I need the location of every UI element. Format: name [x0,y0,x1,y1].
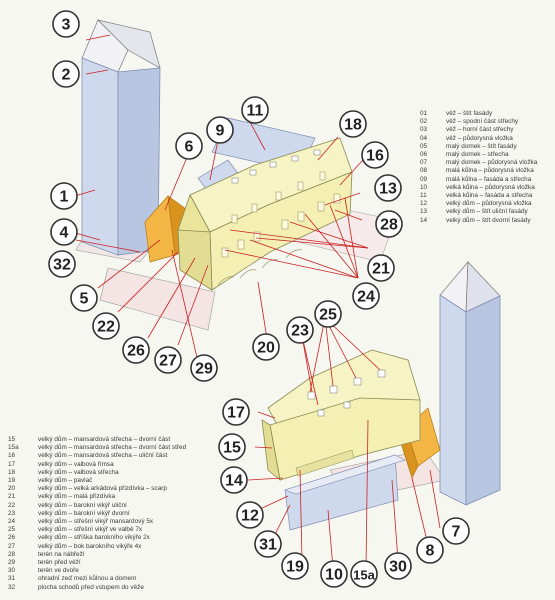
callout-number: 32 [53,256,71,274]
callout-number: 3 [61,16,71,34]
callout-21 [368,255,394,281]
callout-number: 1 [59,188,69,206]
callout-32 [49,251,75,277]
legend-bottom-row [8,436,186,444]
legend-bottom-number: 25 [8,526,16,534]
callout-number: 12 [241,507,259,525]
callout-27 [155,347,181,373]
legend-bottom-number: 30 [8,567,16,575]
legend-bottom-row [8,510,186,518]
legend-bottom-text: terén před věží [38,559,81,567]
legend-bottom-row [8,502,186,510]
callout-number: 20 [257,339,275,357]
callout-number: 18 [344,116,362,134]
callout-12 [237,502,263,528]
callout-6 [176,133,202,159]
legend-top-number: 09 [420,175,428,183]
legend-bottom-text: velký dům – malá přizdívka [38,493,116,501]
legend-bottom-number: 22 [8,501,16,509]
callout-10 [321,561,347,587]
legend-bottom-number: 29 [8,559,16,567]
callout-number: 24 [357,288,375,306]
legend-top-text: malý domek – štít fasády [446,142,517,150]
legend-bottom-row [8,452,186,460]
callout-19 [282,553,308,579]
legend-bottom-text: velký dům – barokní vikýř uliční [38,501,127,509]
callout-15 [219,434,245,460]
legend-bottom-number: 23 [8,509,16,517]
legend-top [420,110,537,225]
callout-3 [53,11,79,37]
bottom-assembly [262,262,500,530]
callout-number: 28 [380,216,398,234]
legend-top-text: velký dům – štít dvorní fasády [446,216,531,224]
legend-top-text: věž – štít fasády [446,110,493,117]
legend-top-text: velká kůlna – fasáda a střecha [446,192,533,200]
legend-bottom-text: velký dům – mansardová střecha – uliční část [38,452,168,460]
callout-26 [123,337,149,363]
legend-top-text: malý domek – půdorysná vložka [446,159,538,167]
callout-16 [362,142,388,168]
legend-top-number: 11 [420,192,427,200]
legend-bottom-number: 28 [8,550,16,558]
legend-bottom-row [8,584,186,592]
legend-bottom-row [8,469,186,477]
callout-17 [223,399,249,425]
legend-bottom-text: velký dům – mansardová střecha – dvorní část střed [38,444,187,452]
callout-number: 21 [372,260,390,278]
legend-bottom-number: 18 [8,468,16,476]
callout-30 [385,553,411,579]
legend-top-row [420,184,537,192]
top-assembly [76,20,395,330]
legend-bottom-text: velký dům – stříška barokního vikýře 2x [38,534,150,542]
legend-bottom [8,436,186,592]
callout-22 [93,313,119,339]
legend-top-number: 12 [420,200,428,208]
callout-number: 10 [325,566,343,584]
callout-number: 4 [59,224,69,242]
legend-bottom-number: 20 [8,485,16,493]
legend-bottom-text: velký dům – valbová střecha [38,468,119,476]
legend-bottom-row [8,559,186,567]
callout-24 [353,283,379,309]
callout-5 [71,285,97,311]
legend-bottom-number: 17 [8,460,16,468]
legend-top-row [420,126,537,134]
legend-top-row [420,143,537,151]
callout-8 [417,537,443,563]
callout-number: 15 [223,439,241,457]
legend-top-text: malý domek – střecha [446,151,509,159]
callout-2 [53,61,79,87]
legend-top-row [420,208,537,216]
legend-bottom-text: ohradní zeď mezi kůlnou a domem [38,575,137,583]
legend-top-row [420,217,537,225]
callout-11 [242,97,268,123]
legend-top-text: velký dům – půdorysná vložka [446,200,532,208]
legend-bottom-text: terén na nábřeží [38,550,85,558]
legend-top-text: velká kůlna – půdorysná vložka [446,183,535,191]
callout-number: 6 [184,138,194,156]
callout-number: 7 [451,523,461,541]
legend-top-text: malá kůlna – půdorysná vložka [446,167,534,175]
callout-7 [443,518,469,544]
legend-top-row [420,176,537,184]
legend-top-text: velký dům – štít uliční fasády [446,208,528,216]
legend-top-row [420,151,537,159]
callout-9 [207,117,233,143]
callout-number: 26 [127,342,145,360]
legend-bottom-row [8,493,186,501]
legend-top-row [420,167,537,175]
legend-top-number: 03 [420,126,428,134]
legend-bottom-number: 26 [8,534,16,542]
callout-20 [253,334,279,360]
legend-bottom-row [8,534,186,542]
legend-top-number: 10 [420,183,428,191]
legend-top-row [420,192,537,200]
legend-top-row [420,135,537,143]
callout-28 [376,211,402,237]
legend-top-text: věž – spodní část střechy [446,118,519,126]
legend-bottom-row [8,575,186,583]
legend-bottom-number: 21 [8,493,16,501]
callout-number: 23 [291,322,309,340]
legend-bottom-number: 27 [8,542,16,550]
legend-bottom-number: 32 [8,583,16,591]
legend-bottom-row [8,477,186,485]
callout-1 [51,183,77,209]
legend-bottom-text: plocha schodů před vstupem do věže [38,583,144,591]
legend-bottom-row [8,551,186,559]
legend-bottom-number: 16 [8,452,16,460]
callout-number: 9 [215,122,225,140]
legend-bottom-text: velký dům – střešní vikýř mansardový 5x [38,518,154,526]
legend-bottom-number: 31 [8,575,16,583]
callout-number: 29 [195,360,213,378]
legend-bottom-text: velký dům – pavlač [38,477,93,485]
callout-number: 19 [286,558,304,576]
legend-bottom-row [8,543,186,551]
callout-25 [315,301,341,327]
callout-number: 25 [319,306,337,324]
callout-number: 5 [79,290,89,308]
house-facade-gable [178,230,212,290]
legend-top-text: malá kůlna – fasáda a střecha [446,175,532,183]
legend-top-text: věž – půdorysná vložka [446,134,513,142]
tower2-shaft-left [440,295,466,505]
legend-top-text: věž – horní část střechy [446,126,514,134]
legend-top-number: 07 [420,159,428,167]
legend-top-number: 13 [420,208,428,216]
legend-bottom-text: velký dům – mansardová střecha – dvorní část [38,436,171,443]
tower-shaft-left [82,58,118,255]
legend-bottom-row [8,461,186,469]
legend-bottom-text: velký dům – barokní vikýř dvorní [38,509,130,517]
callout-number: 16 [366,147,384,165]
callout-14 [221,467,247,493]
callout-number: 2 [61,66,71,84]
callout-31 [255,531,281,557]
legend-top-number: 01 [420,110,428,117]
legend-bottom-text: velký dům – velká arkádová přizdívka – scarp [38,485,167,493]
legend-top-number: 08 [420,167,428,175]
legend-bottom-number: 15a [8,444,19,452]
legend-bottom-row [8,518,186,526]
callout-15a [351,561,377,587]
legend-top-number: 14 [420,216,428,224]
callout-number: 11 [246,102,264,120]
callout-number: 8 [425,542,435,560]
callout-4 [51,219,77,245]
legend-bottom-text: terén ve dvoře [38,567,79,575]
callout-number: 30 [389,558,407,576]
tower2-shaft-right [466,296,500,505]
callout-13 [375,175,401,201]
legend-bottom-number: 19 [8,477,16,485]
callout-number: 27 [159,352,177,370]
legend-bottom-number: 24 [8,518,16,526]
legend-top-number: 04 [420,134,428,142]
legend-top-number: 06 [420,151,428,159]
legend-top-row [420,118,537,126]
callout-number: 31 [259,536,277,554]
legend-bottom-text: velký dům – valbová římsa [38,460,114,468]
callout-number: 17 [227,404,245,422]
callout-23 [287,317,313,343]
legend-bottom-text: velký dům – bok barokního vikýře 4x [38,542,142,550]
legend-bottom-text: velký dům – střešní vikýř ve valbě 7x [38,526,143,534]
callout-29 [191,355,217,381]
legend-top-number: 02 [420,118,428,126]
callout-number: 14 [225,472,243,490]
callout-18 [340,111,366,137]
legend-top-number: 05 [420,142,428,150]
callout-number: 13 [379,180,397,198]
legend-bottom-number: 15 [8,436,16,443]
callout-number: 15a [353,567,375,583]
legend-top-row [420,110,537,118]
callout-number: 22 [97,318,115,336]
